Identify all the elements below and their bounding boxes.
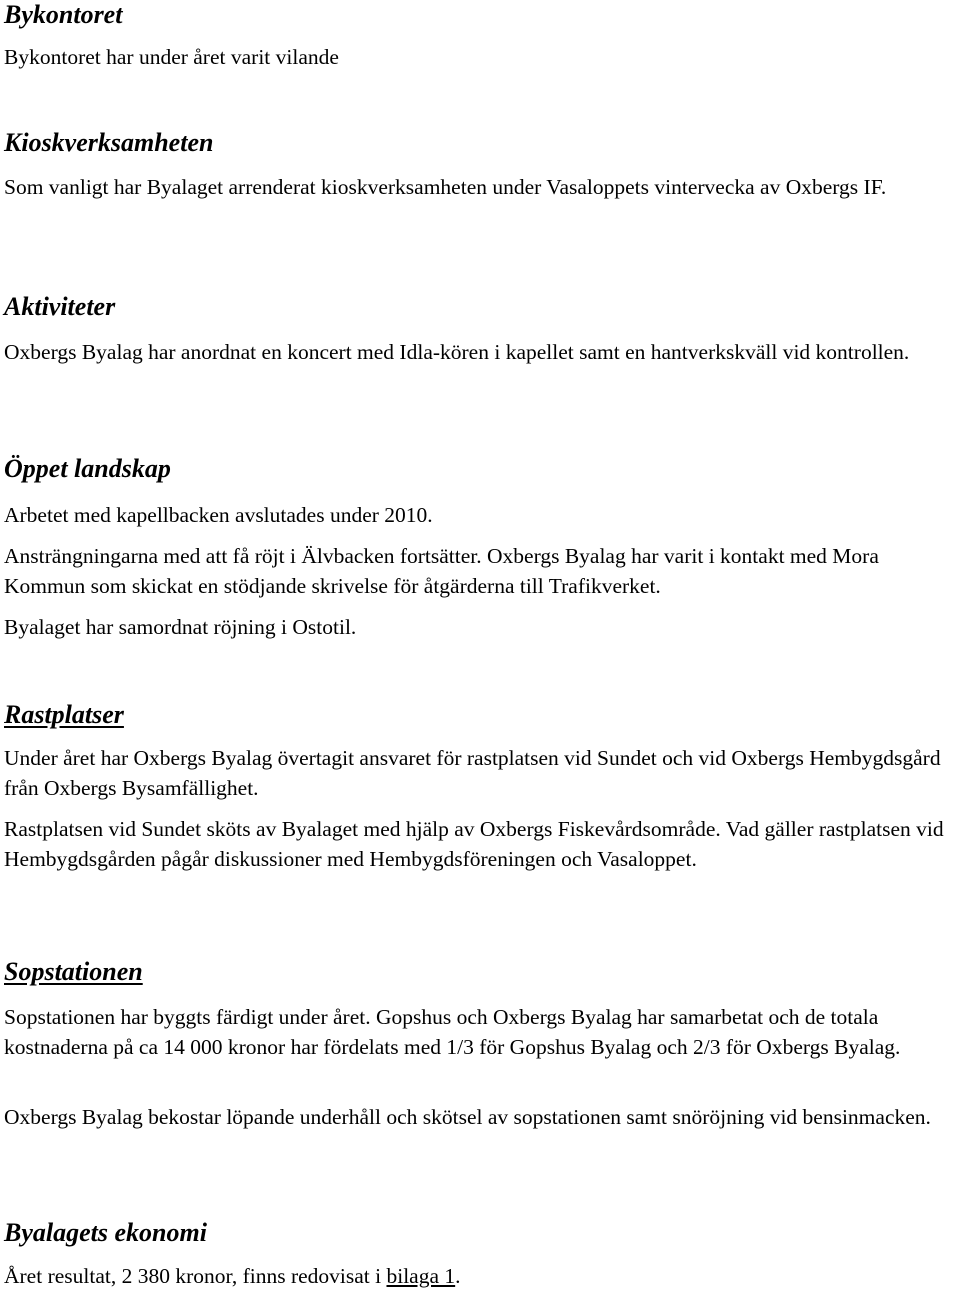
paragraph-kioskverksamheten: Som vanligt har Byalaget arrenderat kioskverksamheten under Vasaloppets vintervecka av Oxbergs IF. bbox=[4, 175, 887, 199]
paragraph-rastplatser-2: Rastplatsen vid Sundet sköts av Byalaget med hjälp av Oxbergs Fiskevårdsområde. Vad gäller rastplatsen vid Hembygdsgården pågår diskussioner med Hembygdsföreningen och Vasaloppet. bbox=[4, 817, 944, 871]
ekonomi-text: Året resultat, 2 380 kronor, finns redovisat i bbox=[4, 1264, 387, 1288]
heading-aktiviteter: Aktiviteter bbox=[4, 292, 116, 321]
paragraph-oppet-landskap-1: Arbetet med kapellbacken avslutades under 2010. bbox=[4, 503, 433, 527]
paragraph-oppet-landskap-2: Ansträngningarna med att få röjt i Älvbacken fortsätter. Oxbergs Byalag har varit i kontakt med Mora Kommun som skickat en stödjande skrivelse för åtgärderna till Trafikverket. bbox=[4, 544, 879, 598]
heading-bykontoret: Bykontoret bbox=[4, 0, 123, 29]
paragraph-sopstationen-1: Sopstationen har byggts färdigt under året. Gopshus och Oxbergs Byalag har samarbetat och de totala kostnaderna på ca 14 000 kronor har fördelats med 1/3 för Gopshus Byalag och 2/3 för Oxbergs Byalag. bbox=[4, 1005, 901, 1059]
paragraph-byalagets-ekonomi bbox=[4, 1261, 954, 1291]
heading-byalagets-ekonomi: Byalagets ekonomi bbox=[4, 1218, 207, 1247]
paragraph-sopstationen-2: Oxbergs Byalag bekostar löpande underhåll och skötsel av sopstationen samt snöröjning vid bensinmacken. bbox=[4, 1105, 931, 1129]
bilaga-1-link[interactable]: bilaga 1 bbox=[386, 1264, 456, 1288]
paragraph-aktiviteter: Oxbergs Byalag har anordnat en koncert med Idla-kören i kapellet samt en hantverkskväll vid kontrollen. bbox=[4, 340, 910, 364]
heading-kioskverksamheten: Kioskverksamheten bbox=[4, 128, 214, 157]
paragraph-oppet-landskap-3: Byalaget har samordnat röjning i Ostotil. bbox=[4, 615, 357, 639]
heading-oppet-landskap: Öppet landskap bbox=[4, 454, 171, 483]
paragraph-bykontoret: Bykontoret har under året varit vilande bbox=[4, 45, 339, 69]
heading-sopstationen: Sopstationen bbox=[4, 957, 143, 986]
paragraph-rastplatser-1: Under året har Oxbergs Byalag övertagit ansvaret för rastplatsen vid Sundet och vid Oxbergs Hembygdsgård från Oxbergs Bysamfällighet. bbox=[4, 746, 941, 800]
ekonomi-suffix: . bbox=[455, 1264, 461, 1288]
heading-rastplatser: Rastplatser bbox=[4, 700, 124, 729]
